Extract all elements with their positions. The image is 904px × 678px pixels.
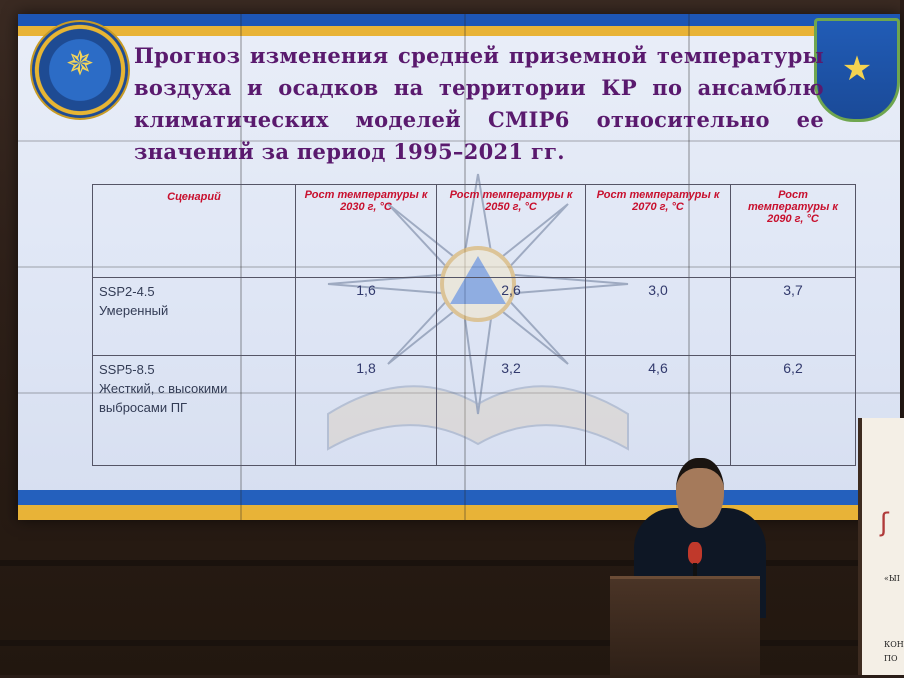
value-cell: 4,6 [586,356,731,466]
value-cell: 2,6 [437,278,586,356]
temperature-forecast-table [92,184,856,466]
banner-text: ПО [884,654,898,663]
slide-top-bar [18,14,900,36]
column-header: Рост температуры к 2070 г, °С [586,185,731,278]
microphone-icon [688,542,702,564]
column-header: Сценарий [93,185,296,278]
column-header: Рост температуры к 2050 г, °С [437,185,586,278]
scenario-cell [93,356,296,466]
swirl-logo-icon: ʃ [880,508,889,538]
table-header-row [93,185,856,278]
scenario-cell [93,278,296,356]
event-banner [858,418,904,675]
value-cell: 1,6 [296,278,437,356]
banner-text: КОН [884,640,904,649]
table-row [93,278,856,356]
value-cell: 3,2 [437,356,586,466]
projection-screen [18,14,900,520]
column-header: Рост температуры к 2090 г, °С [731,185,856,278]
banner-text: «ЫІ [884,574,900,583]
speaker-head [676,458,724,528]
scenario-code: SSP5-8.5 [99,362,155,378]
scenario-name: Умеренный [99,303,169,318]
slide-bottom-bar [18,490,900,520]
value-cell: 6,2 [731,356,856,466]
star-icon: ★ [841,49,873,89]
scenario-name: Жесткий, с высокими выбросами ПГ [99,381,228,416]
table-row [93,356,856,466]
wall-panel-seam [0,640,900,646]
star-icon: ✵ [65,44,95,84]
scenario-code: SSP2-4.5 [99,284,155,299]
ministry-emblem-logo [30,20,130,120]
value-cell: 3,7 [731,278,856,356]
academy-shield-logo [814,18,900,122]
slide-title: Прогноз изменения средней приземной температуры воздуха и осадков на территории КР по ансамблю климатических моделей CMIP6 относительно ее значений за период 1995–2021 гг. [134,43,824,164]
value-cell: 3,0 [586,278,731,356]
column-header: Рост температуры к 2030 г, °С [296,185,437,278]
podium [610,576,760,678]
value-cell: 1,8 [296,356,437,466]
